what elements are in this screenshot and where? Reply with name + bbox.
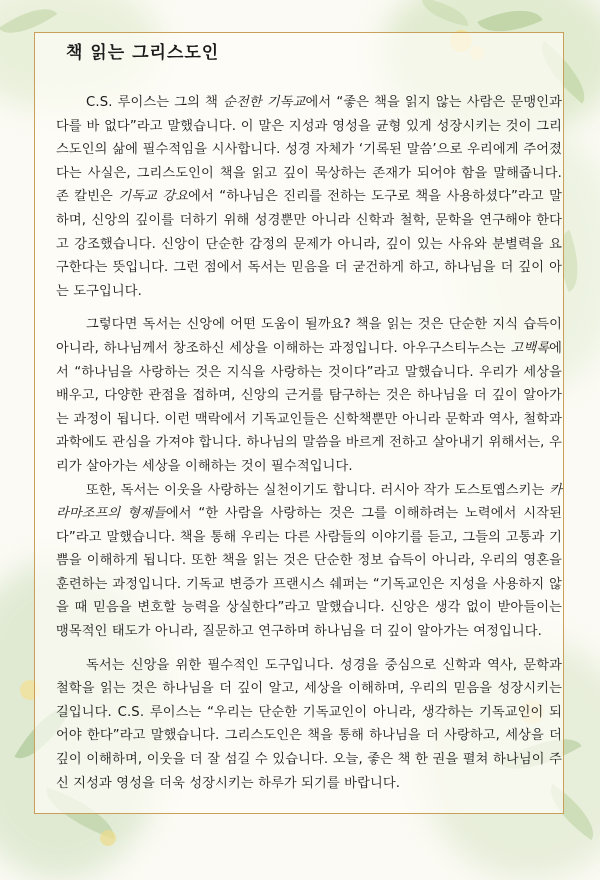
book-title: 카라마조프의 형제들	[56, 482, 562, 522]
article-body	[56, 91, 562, 795]
text-run: 에서 “하나님을 사랑하는 것은 지식을 사랑하는 것이다”라고 말했습니다. 우리가 세상을 배우고, 다양한 관점을 접하며, 신앙의 근거를 탐구하는 것은 하나님을 더 깊이 알아가는 과정이 됩니다. 이런 맥락에서 기독교인들은 신학책뿐만 아니라 문학과 역사, 철학과 과학에도 관심을 가져야 합니다. 하나님의 말씀을 바르게 전하고 살아내기 위해서는, 우리가 살아가는 세상을 이해하는 것이 필수적입니다.	[56, 340, 562, 474]
text-run: 그렇다면 독서는 신앙에 어떤 도움이 될까요? 책을 읽는 것은 단순한 지식 습득이 아니라, 하나님께서 창조하신 세상을 이해하는 과정입니다. 아우구스티누스는	[56, 317, 562, 356]
text-run: C.S. 루이스는 그의 책	[86, 95, 224, 110]
text-run: 에서 “한 사람을 사랑하는 것은 그를 이해하려는 노력에서 시작된다”라고 말했습니다. 책을 통해 우리는 다른 사람들의 이야기를 듣고, 그들의 고통과 기쁨을 이해하게 됩니다. 또한 책을 읽는 것은 단순한 정보 습득이 아니라, 우리의 영혼을 훈련하는 과정입니다. 기독교 변증가 프랜시스 쉐퍼는 “기독교인은 지성을 사용하지 않을 때 믿음을 변호할 능력을 상실한다”라고 말했습니다. 신앙은 생각 없이 받아들이는 맹목적인 태도가 아니라, 질문하고 연구하며 하나님을 더 깊이 알아가는 여정입니다.	[56, 506, 562, 640]
book-title: 기독교 강요	[118, 189, 189, 205]
book-title: 순전한 기독교	[223, 95, 306, 110]
text-run: 에서 “하나님은 진리를 전하는 도구로 책을 사용하셨다”라고 말하며, 신앙의 깊이를 더하기 위해 성경뿐만 아니라 신학과 철학, 문학을 연구해야 한다고 강조했습니다. 신앙이 단순한 감정의 문제가 아니라, 깊이 있는 사유와 분별력을 요구한다는 뜻입니다. 그런 점에서 독서는 믿음을 더 굳건하게 하고, 하나님을 더 깊이 아는 도구입니다.	[56, 189, 562, 299]
paragraph-4	[56, 654, 562, 796]
paragraph-3	[56, 479, 562, 644]
text-run: 또한, 독서는 이웃을 사랑하는 실천이기도 합니다. 러시아 작가 도스토옙스키는	[86, 482, 550, 498]
paragraph-1	[56, 91, 562, 303]
text-run: 독서는 신앙을 위한 필수적인 도구입니다. 성경을 중심으로 신학과 역사, 문학과 철학을 읽는 것은 하나님을 더 깊이 알고, 세상을 이해하며, 우리의 믿음을 성장시키는 길입니다. C.S. 루이스는 “우리는 단순한 기독교인이 아니라, 생각하는 기독교인이 되어야 한다”라고 말했습니다. 그리스도인은 책을 통해 하나님을 더 사랑하고, 세상을 더 깊이 이해하며, 이웃을 더 잘 섬길 수 있습니다. 오늘, 좋은 책 한 권을 펼쳐 하나님이 주신 지성과 영성을 더욱 성장시키는 하루가 되기를 바랍니다.	[56, 657, 562, 791]
paragraph-2	[56, 313, 562, 478]
page-title: 책 읽는 그리스도인	[66, 43, 220, 63]
text-run: 에서 “좋은 책을 읽지 않는 사람은 문맹인과 다를 바 없다”라고 말했습니다. 이 말은 지성과 영성을 균형 있게 성장시키는 것이 그리스도인의 삶에 필수적임을 시사합니다. 성경 자체가 ‘기록된 말씀’으로 우리에게 주어졌다는 사실은, 그리스도인이 책을 읽고 깊이 묵상하는 존재가 되어야 함을 말해줍니다. 존 칼빈은	[56, 95, 562, 205]
book-title: 고백록	[510, 340, 550, 356]
